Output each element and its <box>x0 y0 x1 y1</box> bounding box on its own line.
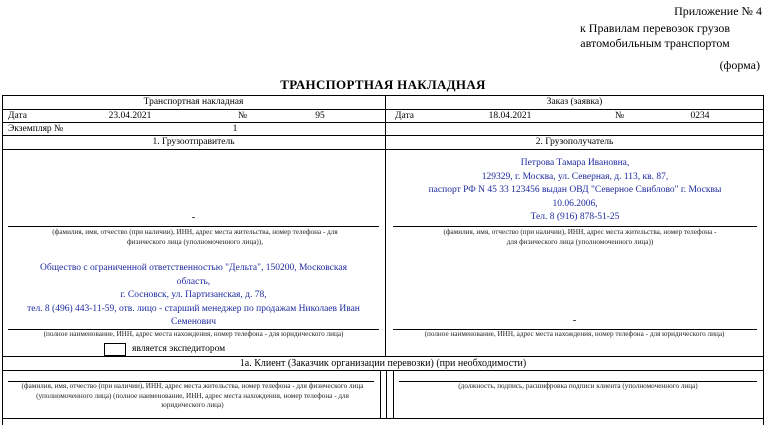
underline <box>8 226 379 227</box>
consignee-line: паспорт РФ N 45 33 123456 выдан ОВД "Северное Свиблово" г. Москвы <box>428 185 722 196</box>
shipper-org-line: область, <box>176 276 211 287</box>
right-num-value: 0234 <box>690 111 710 121</box>
right-date-label: Дата <box>395 111 414 121</box>
form-label: (форма) <box>719 58 760 72</box>
left-date-value: 23.04.2021 <box>108 111 152 121</box>
consignee-line: 129329, г. Москва, ул. Северная, д. 113, кв. 87, <box>481 171 669 182</box>
shipper-org-caption: (полное наименование, ИНН, адрес места нахождения, номер телефона - для юридического лица) <box>43 330 344 338</box>
consignee-person-caption: (фамилия, имя, отчество (при наличии), ИНН, адрес места жительства, номер телефона - для физического лица (уполномоченного лица)) <box>443 228 717 246</box>
client-divider <box>393 370 394 418</box>
left-num-value: 95 <box>315 111 325 121</box>
client-right-caption: (должность, подпись, расшифровка подписи клиента (уполномоченного лица) <box>458 382 698 390</box>
underline <box>393 226 757 227</box>
consignee-line: Тел. 8 (916) 878-51-25 <box>530 212 620 223</box>
appendix-line-2: к Правилам перевозок грузов <box>579 21 731 35</box>
row-line <box>2 122 764 123</box>
row-line <box>2 149 764 150</box>
consignee-line: 10.06.2006, <box>552 198 598 209</box>
consignee-org-value: - <box>572 315 577 326</box>
right-header-label: Заказ (заявка) <box>546 97 603 107</box>
appendix-line-3: автомобильным транспортом <box>580 36 730 50</box>
shipper-org-line: г. Сосновск, ул. Партизанская, д. 78, <box>120 290 267 301</box>
document-title: ТРАНСПОРТНАЯ НАКЛАДНАЯ <box>280 77 486 92</box>
right-num-label: № <box>615 111 625 121</box>
consignee-line: Петрова Тамара Ивановна, <box>520 158 630 168</box>
row-line <box>2 370 764 371</box>
left-header-label: Транспортная накладная <box>143 97 244 107</box>
client-left-caption: (фамилия, имя, отчество (при наличии), ИНН, адрес места жительства, номер телефона - для физического лица (уполномоченного лица) (полное наименование, ИНН, адрес места нахождения, номер телефона - для юридического лица) <box>21 382 364 409</box>
shipper-person-value: - <box>191 212 196 223</box>
left-date-label: Дата <box>8 111 27 121</box>
copy-value: 1 <box>232 124 238 134</box>
client-divider <box>386 370 387 418</box>
copy-label: Экземпляр № <box>8 124 64 134</box>
consignee-org-caption: (полное наименование, ИНН, адрес места нахождения, номер телефона - для юридического лица) <box>424 330 725 338</box>
shipper-section-title: 1. Грузоотправитель <box>152 137 235 147</box>
shipper-org-text <box>6 262 381 330</box>
client-divider <box>380 370 381 418</box>
appendix-line-1: Приложение № 4 <box>674 4 762 18</box>
consignee-section-title: 2. Грузополучатель <box>535 137 614 147</box>
right-date-value: 18.04.2021 <box>488 111 532 121</box>
shipper-org-line: Семенович <box>170 317 217 328</box>
frame-right <box>763 95 764 425</box>
forwarder-label: является экспедитором <box>132 344 226 354</box>
shipper-person-caption: (фамилия, имя, отчество (при наличии), ИНН, адрес места жительства, номер телефона - для физического лица (уполномоченного лица)), <box>52 228 338 246</box>
row-line <box>2 418 764 419</box>
row-line <box>2 356 764 357</box>
shipper-org-line: тел. 8 (496) 443-11-59, отв. лицо - старший менеджер по продажам Николаев Иван <box>27 303 360 314</box>
row-line <box>2 109 764 110</box>
forwarder-checkbox[interactable] <box>104 343 126 356</box>
left-num-label: № <box>238 111 248 121</box>
client-section-title: 1а. Клиент (Заказчик организации перевозки) (при необходимости) <box>239 358 527 369</box>
frame-top <box>2 95 764 96</box>
row-line <box>2 135 764 136</box>
consignee-person-text <box>390 157 760 225</box>
shipper-org-line: Общество с ограниченной ответственностью "Дельта", 150200, Московская <box>40 263 347 273</box>
